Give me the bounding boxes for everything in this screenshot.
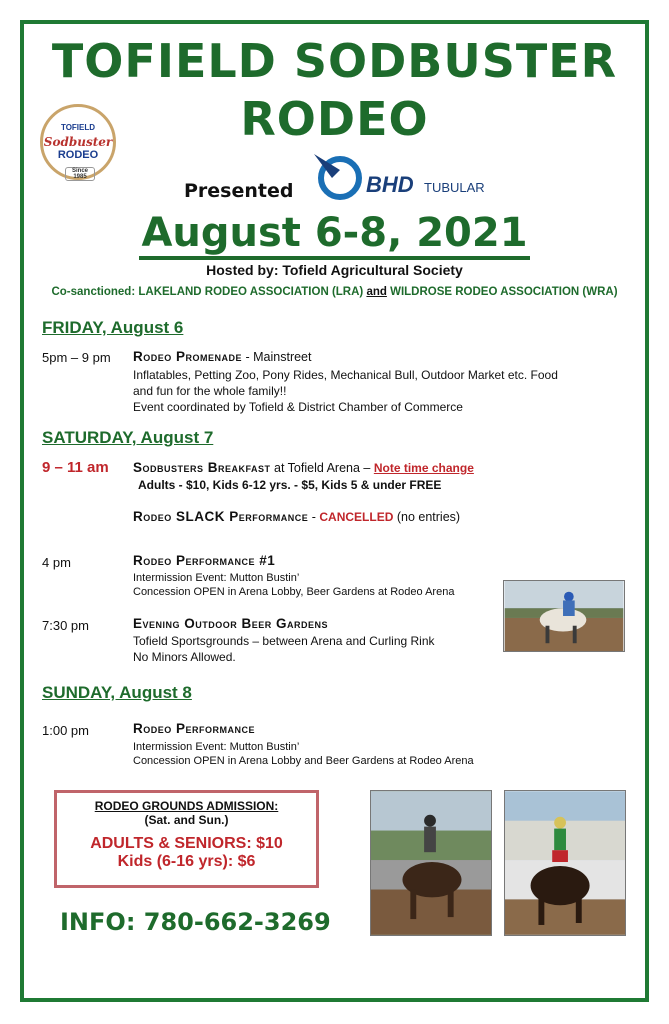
hosted-by: Hosted by: Tofield Agricultural Society [206,262,463,278]
friday-event-note: - Mainstreet [242,350,312,364]
friday-line3: Event coordinated by Tofield & District Chamber of Commerce [133,400,463,414]
sunday-line2: Concession OPEN in Arena Lobby and Beer Gardens at Rodeo Arena [133,755,474,767]
admission-heading: RODEO GROUNDS ADMISSION: [94,799,279,813]
mutton-bustin-photo [503,580,625,652]
friday-line2: and fun for the whole family!! [133,384,287,398]
beer-line2: No Minors Allowed. [133,650,236,664]
sponsor-brand: BHD [366,172,414,197]
breakfast-name: Sodbusters Breakfast [133,460,271,475]
breakfast-title [133,460,474,475]
co-sanctioned [0,286,669,298]
friday-line1: Inflatables, Petting Zoo, Pony Rides, Mechanical Bull, Outdoor Market etc. Food [133,368,558,382]
bull-riding-photo-1 [370,790,492,936]
bhd-logo-icon [310,148,366,200]
beer-line1: Tofield Sportsgrounds – between Arena and Curling Rink [133,634,435,648]
bull-riding-photo-2 [504,790,626,936]
admission-sub: (Sat. and Sun.) [144,813,229,827]
co-sanctioned-suffix: WILDROSE RODEO ASSOCIATION (WRA) [386,286,618,298]
sunday-time: 1:00 pm [42,723,89,738]
friday-event-name: Rodeo Promenade [133,349,243,364]
beer-title: Evening Outdoor Beer Gardens [133,616,329,631]
sponsor-sub: TUBULAR [424,180,485,195]
beer-time: 7:30 pm [42,618,89,633]
breakfast-note: Note time change [373,461,474,475]
breakfast-time: 9 – 11 am [42,459,109,476]
breakfast-prices: Adults - $10, Kids 6-12 yrs. - $5, Kids 5 & under FREE [138,478,442,492]
poster-title-line2: RODEO [240,92,429,146]
perf1-line2: Concession OPEN in Arena Lobby, Beer Gardens at Rodeo Arena [133,586,455,598]
sodbuster-logo [40,104,116,180]
logo-script-text: Sodbuster [43,135,113,149]
presented-label: Presented [184,180,294,202]
info-phone: INFO: 780-662-3269 [60,908,331,936]
logo-top-text: TOFIELD [60,123,96,132]
friday-time: 5pm – 9 pm [42,350,111,365]
friday-heading: FRIDAY, August 6 [42,318,184,337]
co-sanctioned-and: and [366,286,387,298]
slack-name: Rodeo SLACK Performance [133,509,309,524]
sunday-title: Rodeo Performance [133,721,256,736]
event-dates [0,210,669,256]
slack-note: (no entries) [393,510,461,524]
breakfast-location: at Tofield Arena – [270,461,374,475]
logo-since-text: Since 1985 [65,167,95,181]
admission-adults: ADULTS & SENIORS: $10 [90,835,283,852]
slack-dash: - [308,510,320,524]
perf1-title: Rodeo Performance #1 [133,553,276,568]
sunday-heading: SUNDAY, August 8 [42,683,192,702]
slack-cancelled: CANCELLED [319,510,394,524]
sunday-line1: Intermission Event: Mutton Bustin’ [133,741,300,753]
admission-box [54,790,319,888]
poster-title-line1: TOFIELD SODBUSTER [51,34,618,88]
logo-bottom-text: RODEO [57,149,99,161]
co-sanctioned-prefix: Co-sanctioned: LAKELAND RODEO ASSOCIATION (LRA) [51,286,367,298]
saturday-heading: SATURDAY, August 7 [42,428,214,447]
perf1-line1: Intermission Event: Mutton Bustin’ [133,572,300,584]
slack-title [133,509,460,524]
perf1-time: 4 pm [42,555,71,570]
friday-event-title [133,349,311,364]
admission-kids: Kids (6-16 yrs): $6 [117,853,256,870]
event-dates-text: August 6-8, 2021 [139,210,529,260]
